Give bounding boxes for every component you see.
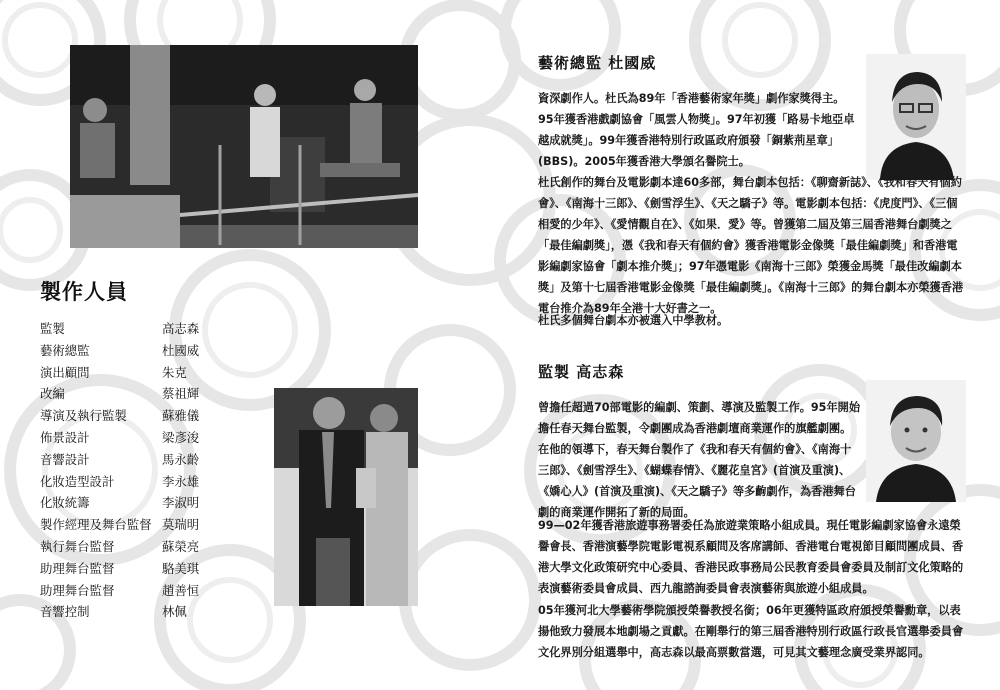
stage-photo-scene <box>70 45 418 248</box>
artistic-director-works-paragraph: 杜氏創作的舞台及電影劇本達60多部，舞台劇本包括：《聊齋新誌》、《我和春天有個約會》、《南海十三郎》、《劍雪浮生》、《天之驕子》等。電影劇本包括：《虎度門》、《三個相愛的少年》、《愛情觀自在》、《如果．愛》等。曾獲第二屆及第三屆香港舞台劇獎之「最佳編劇獎」，憑《我和春天有個約會》獲香港電影金像獎「最佳編劇獎」和香港電影編劇家協會「劇本推介獎」；97年憑電影《南海十三郎》榮獲金馬獎「最佳改編劇本獎」及第十七屆香港電影金像獎「最佳編劇獎」。《南海十三郎》的舞台劇本亦榮獲香港電台推介為89年全港十大好書之一。 <box>538 176 964 315</box>
producer-heading: 監製 高志森 <box>538 363 625 381</box>
credit-name: 杜國威 <box>162 342 200 358</box>
credit-row <box>40 318 240 340</box>
credits-title: 製作人員 <box>40 280 128 304</box>
credit-name: 林佩 <box>162 604 187 620</box>
credit-role: 導演及執行監製 <box>40 408 127 424</box>
credit-role: 化妝統籌 <box>40 495 90 511</box>
portrait-producer <box>866 380 966 502</box>
credit-name: 蘇雅儀 <box>162 408 200 424</box>
credit-role: 音響控制 <box>40 604 90 620</box>
credit-name: 蔡祖輝 <box>162 386 200 402</box>
artistic-director-note-paragraph: 杜氏多個舞台劇本亦被選入中學教材。 <box>538 314 729 327</box>
artistic-director-heading: 藝術總監 杜國威 <box>538 54 657 72</box>
credit-row <box>40 471 240 493</box>
stage-photo-couple <box>274 388 418 606</box>
credit-name: 駱美琪 <box>162 560 200 576</box>
credit-name: 李淑明 <box>162 495 200 511</box>
credit-row <box>40 514 240 536</box>
producer-bio-paragraph: 曾擔任超過70部電影的編劇、策劃、導演及監製工作。95年開始擔任春天舞台監製，令劇團成為香港劇壇商業運作的旗艦劇團。在他的領導下，春天舞台製作了《我和春天有個約會》、《南海十三郎》、《劍雪浮生》、《蝴蝶春情》、《麗花皇宮》(首演及重演)、《嬌心人》(首演及重演)、《天之驕子》等多齣劇作，為香港舞台劇的商業運作開拓了新的局面。 <box>538 401 861 519</box>
credit-role: 製作經理及舞台監督 <box>40 517 152 533</box>
credit-row <box>40 558 240 580</box>
credit-role: 監製 <box>40 321 65 336</box>
credit-row <box>40 601 240 623</box>
credit-name: 莫瑞明 <box>162 517 200 533</box>
credit-role: 化妝造型設計 <box>40 473 115 489</box>
credit-row <box>40 492 240 514</box>
credit-role: 音響設計 <box>40 451 90 467</box>
portrait-artistic-director <box>866 54 966 180</box>
credit-name: 馬永齡 <box>162 451 200 467</box>
credit-name: 趙善恒 <box>162 582 200 598</box>
credit-name: 朱克 <box>162 364 187 380</box>
credit-row <box>40 536 240 558</box>
credits-list <box>40 318 240 623</box>
credit-name: 蘇榮亮 <box>162 538 200 554</box>
credit-role: 藝術總監 <box>40 342 90 358</box>
credit-row <box>40 362 240 384</box>
credit-name: 梁彥浚 <box>162 429 200 445</box>
credit-row <box>40 340 240 362</box>
credit-row <box>40 383 240 405</box>
credit-role: 演出顧問 <box>40 364 90 380</box>
credit-role: 助理舞台監督 <box>40 582 115 598</box>
credit-row <box>40 580 240 602</box>
credit-role: 改編 <box>40 386 65 402</box>
producer-roles-paragraph: 99—02年獲香港旅遊事務署委任為旅遊業策略小組成員。現任電影編劇家協會永遠榮譽會長、香港演藝學院電影電視系顧問及客席講師、香港電台電視節目顧問團成員、香港大學文化政策研究中心委員、香港民政事務局公民教育委員會委員及制訂文化策略的表演藝術委員會成員、西九龍諮詢委員會表演藝術與旅遊小組成員。 <box>538 519 964 595</box>
credit-row <box>40 405 240 427</box>
artistic-director-bio-paragraph: 資深劇作人。杜氏為89年「香港藝術家年獎」劇作家獎得主。95年獲香港戲劇協會「風雲人物獎」。97年初獲「路易卡地亞卓越成就獎」。99年獲香港特別行政區政府頒發「銅紫荊星章」(BBS)。2005年獲香港大學頒名譽院士。 <box>538 92 855 168</box>
credit-name: 高志森 <box>162 321 200 336</box>
credit-role: 執行舞台監督 <box>40 538 115 554</box>
credit-name: 李永雄 <box>162 473 200 489</box>
credit-role: 佈景設計 <box>40 429 90 445</box>
credit-role: 助理舞台監督 <box>40 560 115 576</box>
credit-row <box>40 427 240 449</box>
credit-row <box>40 449 240 471</box>
producer-honours-paragraph: 05年獲河北大學藝術學院頒授榮譽教授名銜；06年更獲特區政府頒授榮譽勳章，以表揚他致力發展本地劇場之貢獻。在剛舉行的第三屆香港特別行政區行政長官選舉委員會文化界別分組選舉中，高志森以最高票數當選，可見其文藝理念廣受業界認同。 <box>538 604 964 659</box>
